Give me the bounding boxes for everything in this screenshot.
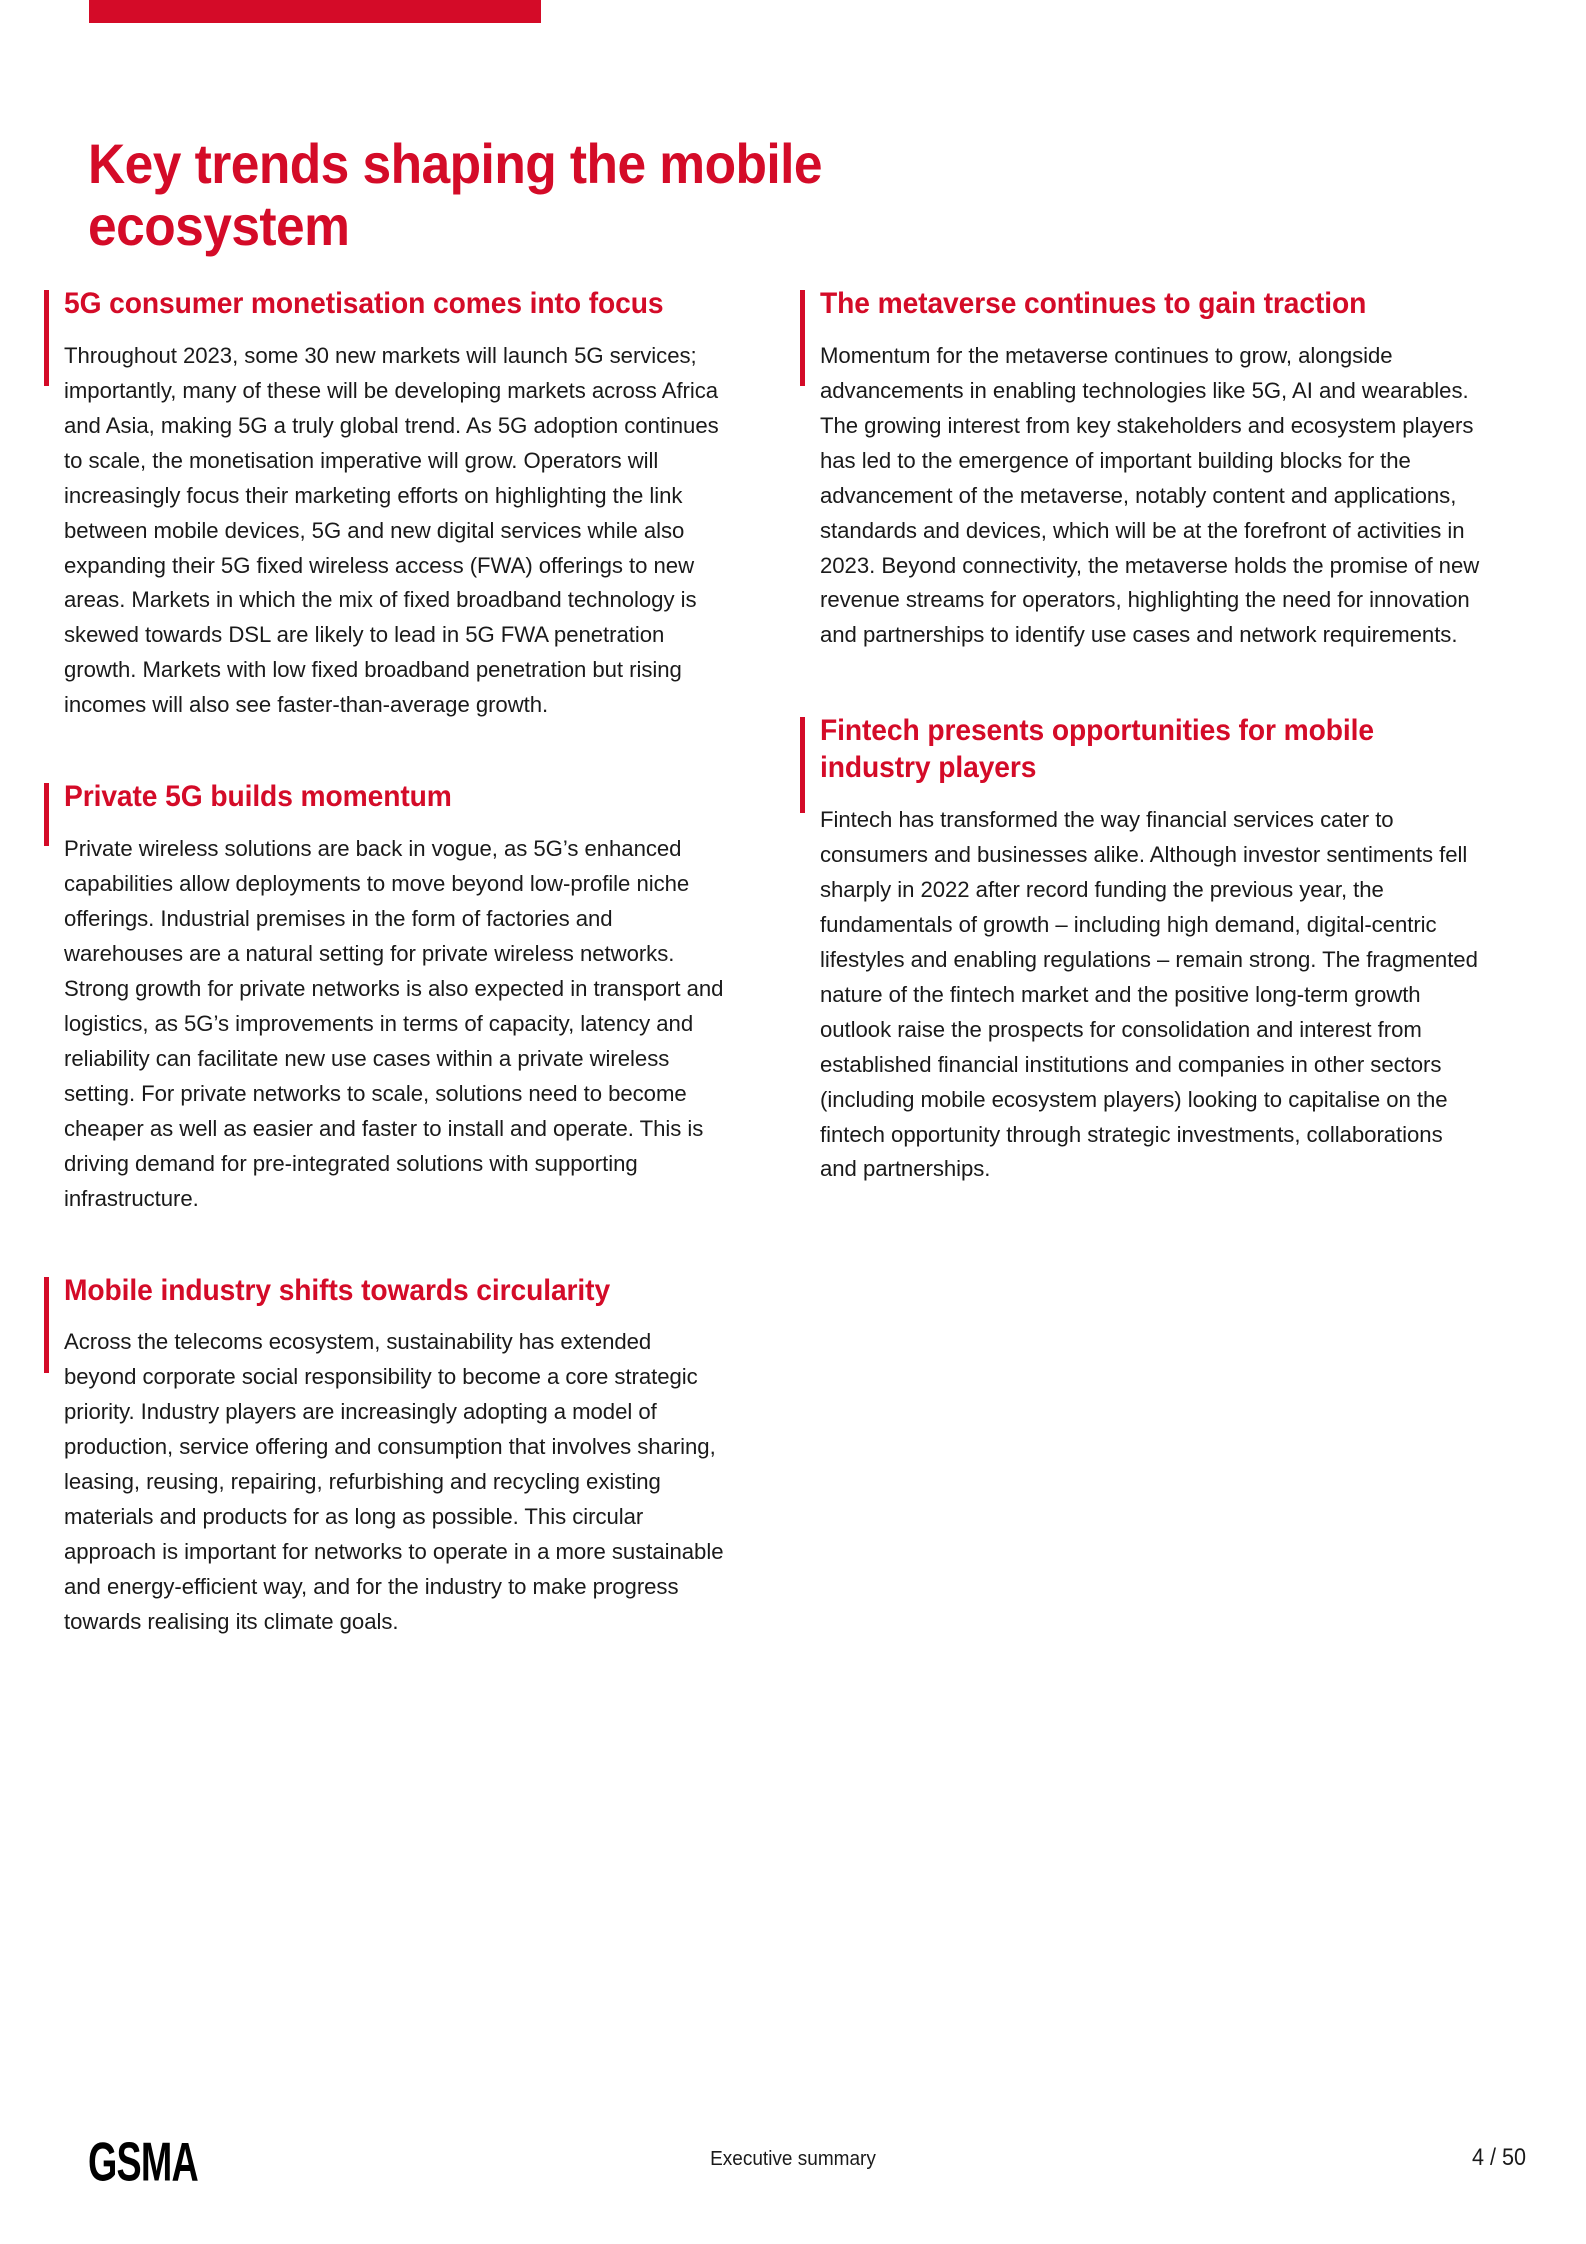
section-heading: Fintech presents opportunities for mobile industry players	[820, 714, 1374, 785]
accent-bar	[800, 290, 805, 386]
section-5g-consumer-monetisation	[44, 286, 734, 723]
section-body: Across the telecoms ecosystem, sustainability has extended beyond corporate social responsibility to become a core strategic priority. Industry players are increasingly adopting a model of production, service offering and consumption that involves sharing, leasing, reusing, repairing, refurbishing and recycling existing materials and products for as long as possible. This circular approach is important for networks to operate in a more sustainable and energy-efficient way, and for the industry to make progress towards realising its climate goals.	[64, 1329, 724, 1635]
accent-bar	[44, 783, 49, 846]
section-heading: 5G consumer monetisation comes into focus	[64, 287, 664, 320]
section-body: Fintech has transformed the way financial services cater to consumers and businesses alike. Although investor sentiments fell sharply in 2022 after record funding the previous year, the fundamentals of growth – including high demand, digital-centric lifestyles and enabling regulations – remain strong. The fragmented nature of the fintech market and the positive long-term growth outlook raise the prospects for consolidation and interest from established financial institutions and companies in other sectors (including mobile ecosystem players) looking to capitalise on the fintech opportunity through strategic investments, collaborations and partnerships.	[820, 806, 1478, 1182]
content-columns	[0, 286, 1586, 2046]
accent-bar	[800, 717, 805, 813]
section-heading: Mobile industry shifts towards circularity	[64, 1273, 611, 1307]
section-fintech	[800, 713, 1490, 1187]
section-private-5g	[44, 779, 734, 1216]
accent-bar	[44, 1277, 49, 1373]
section-heading: Private 5G builds momentum	[64, 780, 452, 814]
section-body: Throughout 2023, some 30 new markets will launch 5G services; importantly, many of these will be developing markets across Africa and Asia, making 5G a truly global trend. As 5G adoption continues to scale, the monetisation imperative will grow. Operators will increasingly focus their marketing efforts on highlighting the link between mobile devices, 5G and new digital services while also expanding their 5G fixed wireless access (FWA) offerings to new areas. Markets in which the mix of fixed broadband technology is skewed towards DSL are likely to lead in 5G FWA penetration growth. Markets with low fixed broadband penetration but rising incomes will also see faster-than-average growth.	[64, 342, 719, 718]
footer-section-label: Executive summary	[710, 2148, 876, 2170]
page-title: Key trends shaping the mobile ecosystem	[88, 131, 823, 257]
accent-bar	[44, 290, 49, 386]
page-footer	[0, 2130, 1586, 2200]
section-body: Momentum for the metaverse continues to grow, alongside advancements in enabling technologies like 5G, AI and wearables. The growing interest from key stakeholders and ecosystem players has led to the emergence of important building blocks for the advancement of the metaverse, notably content and applications, standards and devices, which will be at the forefront of activities in 2023. Beyond connectivity, the metaverse holds the promise of new revenue streams for operators, highlighting the need for innovation and partnerships to identify use cases and network requirements.	[820, 342, 1480, 648]
left-column	[44, 286, 734, 1670]
section-circularity	[44, 1273, 734, 1640]
gsma-logo: GSMA	[88, 2131, 198, 2193]
section-metaverse	[800, 286, 1490, 653]
section-heading: The metaverse continues to gain traction	[820, 287, 1367, 320]
right-column	[800, 286, 1490, 1217]
header-red-rule	[89, 0, 541, 23]
page-number: 4 / 50	[1471, 2144, 1526, 2171]
section-body: Private wireless solutions are back in vogue, as 5G’s enhanced capabilities allow deployments to move beyond low-profile niche offerings. Industrial premises in the form of factories and warehouses are a natural setting for private wireless networks. Strong growth for private networks is also expected in transport and logistics, as 5G’s improvements in terms of capacity, latency and reliability can facilitate new use cases within a private wireless setting. For private networks to scale, solutions need to become cheaper as well as easier and faster to install and operate. This is driving demand for pre-integrated solutions with supporting infrastructure.	[64, 836, 724, 1211]
